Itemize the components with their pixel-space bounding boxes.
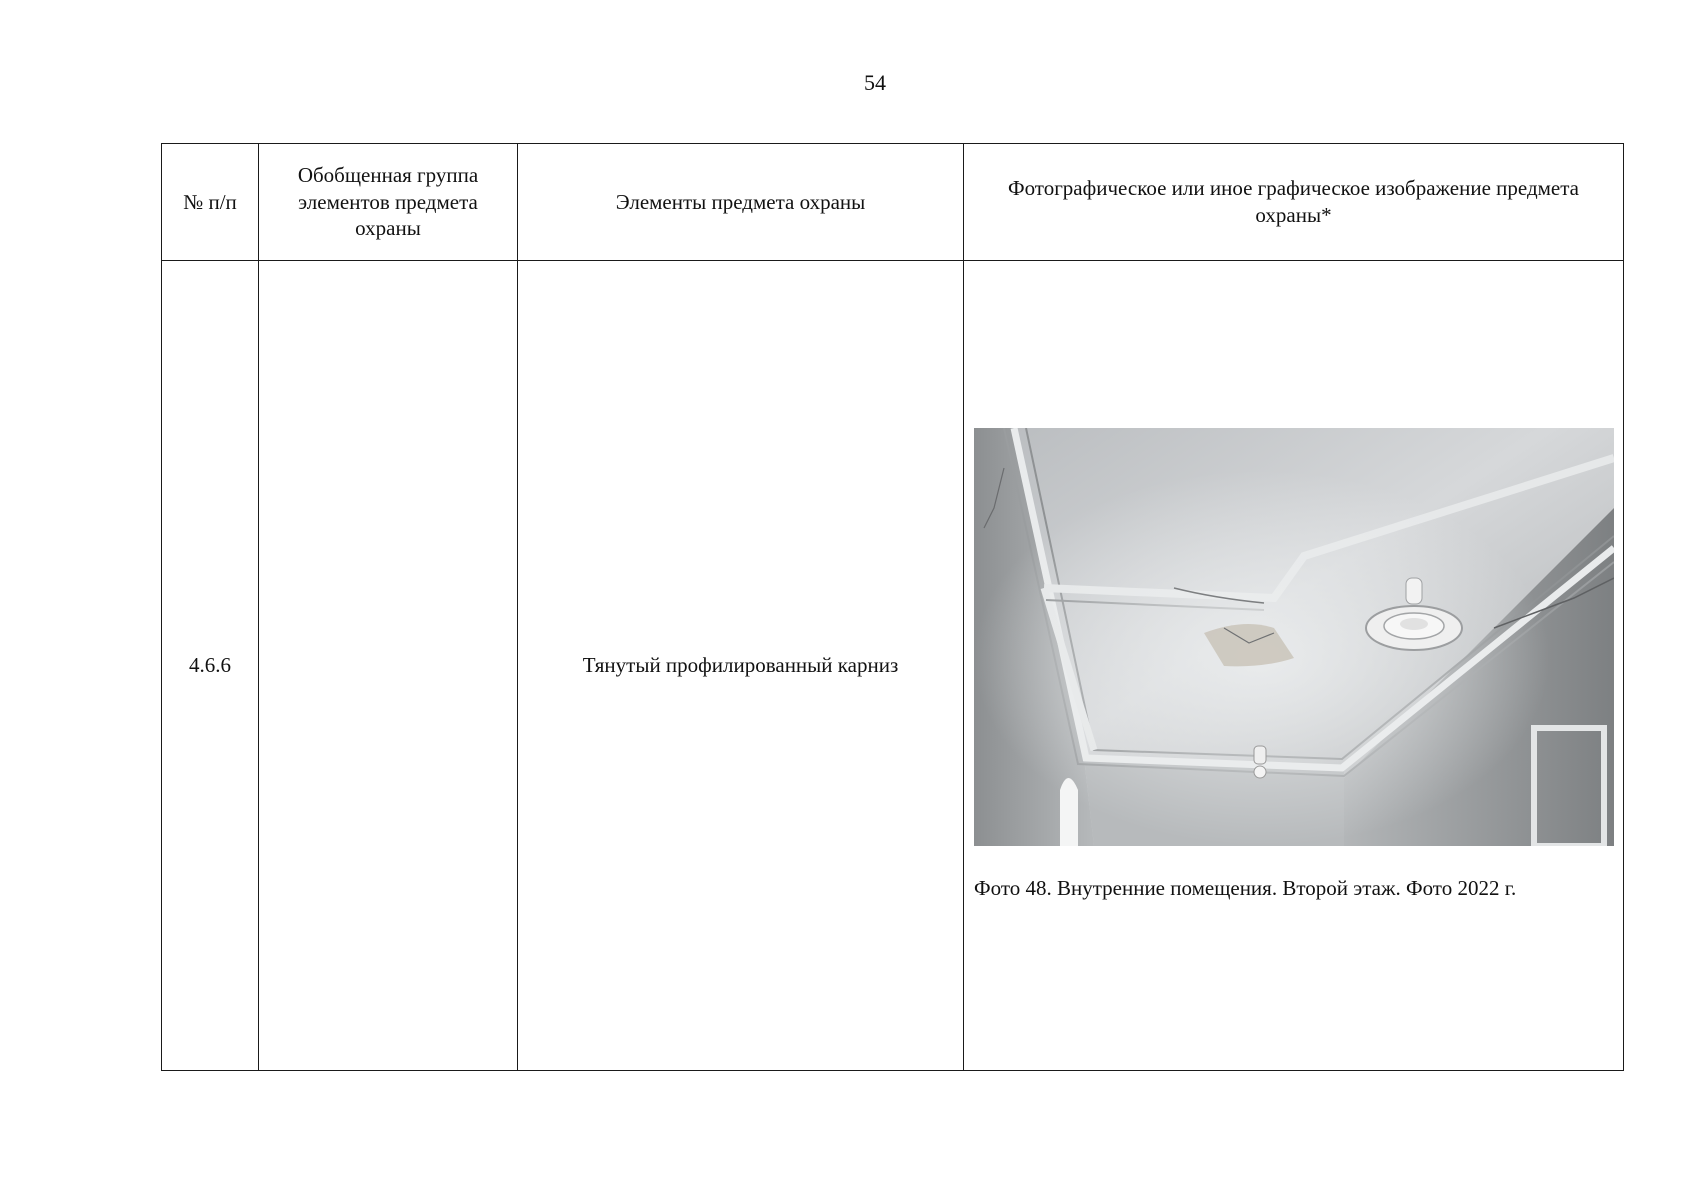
row-number: 4.6.6 [189,653,231,678]
row-group-cell [259,261,518,1070]
photo-illustration [974,428,1614,846]
header-elements [518,144,964,261]
row-number-cell [162,261,259,1070]
header-image [964,144,1623,261]
row-element: Тянутый профилированный карниз [582,653,899,678]
ceiling-cornice-photo [974,428,1614,846]
header-elements-label: Элементы предмета охраны [615,189,866,214]
row-photo-cell [964,261,1623,1070]
row-element-cell [518,261,964,1070]
protection-table [161,143,1624,1071]
header-image-label: Фотографическое или иное графическое изображение предмета охраны* [1007,176,1579,227]
header-number [162,144,259,261]
header-group [259,144,518,261]
photo-caption: Фото 48. Внутренние помещения. Второй этаж. Фото 2022 г. [974,876,1517,900]
header-number-label: № п/п [183,189,237,214]
page-number: 54 [864,70,886,95]
header-group-label: Обобщенная группа элементов предмета охраны [297,163,479,241]
